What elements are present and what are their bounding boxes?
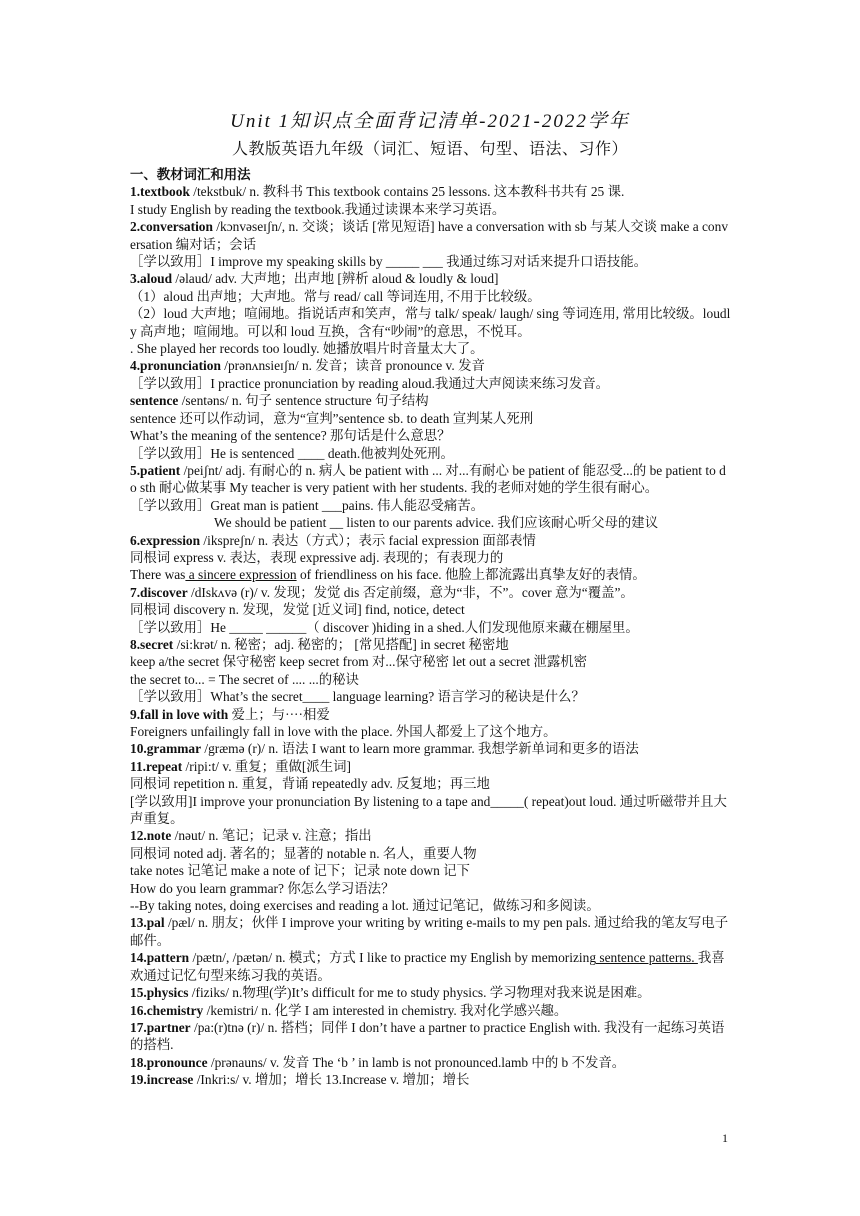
headword: sentence: [130, 393, 179, 409]
entry-grammar: [130, 740, 732, 757]
example-line: How do you learn grammar? 你怎么学习语法？: [130, 880, 395, 896]
entry-text: /prənʌnsieɪʃn/ n. 发音；读音 pronounce v. 发音: [220, 358, 485, 374]
example-line: Foreigners unfailingly fall in love with the place. 外国人都爱上了这个地方。: [130, 724, 557, 739]
entry-partner: [130, 1019, 732, 1054]
note-line: the secret to... = The secret of .... ...的秘诀: [130, 671, 359, 687]
exercise-line: ［学以致用］He is sentenced ____ death.他被判处死刑。: [130, 445, 454, 461]
headword: 17.partner: [130, 1019, 191, 1035]
text-span: There was: [130, 567, 186, 583]
headword: 12.note: [130, 828, 172, 844]
underlined-phrase: sentence patterns.: [596, 950, 698, 966]
headword: 6.expression: [130, 532, 201, 548]
headword: 19.increase: [130, 1072, 194, 1088]
headword: 11.repeat: [130, 758, 183, 774]
note-line: 同根词 express v. 表达，表现 expressive adj. 表现的；有表现力的: [130, 549, 504, 565]
entry-note: [130, 827, 732, 844]
exercise-line: ［学以致用］I improve my speaking skills by _____ ___ 我通过练习对话来提升口语技能。: [130, 254, 648, 270]
entry-expression: [130, 532, 732, 549]
headword: 8.secret: [130, 636, 174, 652]
document-title: Unit 1知识点全面背记清单-2021-2022学年: [230, 111, 630, 132]
entry-text: 我喜欢通过记忆句型来练习我的英语。: [130, 950, 725, 983]
headword: 9.fall in love with: [130, 706, 229, 722]
entry-chemistry: [130, 1002, 732, 1019]
exercise-line: ［学以致用］He _____ ______（ discover )hiding in a shed.人们发现他原来藏在棚屋里。: [130, 619, 639, 635]
headword: 16.chemistry: [130, 1002, 204, 1018]
entry-text: /ripi:t/ v. 重复；重做[派生词]: [182, 758, 351, 774]
example-line: --By taking notes, doing exercises and reading a lot. 通过记笔记，做练习和多阅读。: [130, 898, 600, 914]
entry-text: /peiʃnt/ adj. 有耐心的 n. 病人 be patient with ... 对...有耐心 be patient of 能忍受...的 be patient to do sth 耐心做某事 My teacher is very patient with her students. 我的老师对她的学生很有耐心。: [130, 462, 726, 496]
entry-pronounce: [130, 1054, 732, 1071]
note-line: 同根词 noted adj. 著名的；显著的 notable n. 名人，重要人物: [130, 845, 477, 861]
entry-pattern: [130, 949, 732, 984]
entry-text: /Inkri:s/ v. 增加；增长 13.Increase v. 增加；增长: [193, 1072, 470, 1088]
headword: 7.discover: [130, 584, 188, 600]
note-line: take notes 记笔记 make a note of 记下；记录 note down 记下: [130, 863, 470, 879]
entry-text: /pa:(r)tnə (r)/ n. 搭档；同伴 I don’t have a partner to practice English with. 我没有一起练习英语的搭档.: [130, 1019, 725, 1053]
entry-text: /pætn/, /pætən/ n. 模式；方式 I like to practice my English by memorizing: [189, 950, 597, 966]
example-line: . She played her records too loudly. 她播放唱片时音量太大了。: [130, 341, 484, 357]
headword: 15.physics: [130, 985, 189, 1001]
entry-text: 爱上；与····相爱: [228, 706, 330, 722]
exercise-line: ［学以致用］What’s the secret____ language learning? 语言学习的秘诀是什么？: [130, 689, 585, 705]
underlined-phrase: a sincere expression: [185, 567, 297, 583]
note-line: （2）loud 大声地；喧闹地。指说话声和笑声，常与 talk/ speak/ laugh/ sing 等词连用, 常用比较级。loudly 高声地；喧闹地。可以和 loud 互换，含有“吵闹”的意思，不悦耳。: [130, 306, 731, 339]
example-line: [130, 566, 732, 583]
headword: 14.pattern: [130, 950, 190, 966]
entry-increase: [130, 1071, 732, 1088]
headword: 13.pal: [130, 915, 165, 931]
section-heading: 一、教材词汇和用法: [130, 167, 251, 182]
headword: 4.pronunciation: [130, 358, 221, 374]
headword: 10.grammar: [130, 741, 202, 757]
entry-conversation: [130, 218, 732, 253]
entry-secret: [130, 636, 732, 653]
entry-aloud: [130, 270, 732, 287]
entry-pal: [130, 914, 732, 949]
headword: 1.textbook: [130, 184, 190, 200]
entry-sentence: [130, 392, 732, 409]
entry-patient: [130, 462, 732, 497]
entry-text: /fiziks/ n.物理(学)It’s difficult for me to study physics. 学习物理对我来说是困难。: [188, 985, 651, 1001]
entry-text: /nəut/ n. 笔记；记录 v. 注意；指出: [171, 828, 372, 844]
entry-text: /kɔnvəseɪʃn/, n. 交谈；谈话 [常见短语] have a conversation with sb 与某人交谈 make a conversation 编对话；会话: [130, 219, 729, 252]
headword: 18.pronounce: [130, 1054, 208, 1070]
document-body: [130, 166, 732, 1089]
exercise-line: [学以致用]I improve your pronunciation By listening to a tape and_____( repeat)out loud. 通过听磁带并且大声重复。: [130, 793, 727, 827]
note-line: sentence 还可以作动词，意为“宣判”sentence sb. to death 宣判某人死刑: [130, 410, 534, 426]
entry-repeat: [130, 758, 732, 775]
note-line: keep a/the secret 保守秘密 keep secret from 对...保守秘密 let out a secret 泄露机密: [130, 654, 588, 670]
entry-text: /sentəns/ n. 句子 sentence structure 句子结构: [178, 393, 429, 409]
entry-text: /si:krət/ n. 秘密；adj. 秘密的； [常见搭配] in secret 秘密地: [173, 636, 509, 652]
entry-text: /pæl/ n. 朋友；伙伴 I improve your writing by writing e-mails to my pen pals. 通过给我的笔友写电子邮件。: [130, 915, 729, 948]
note-line: 同根词 repetition n. 重复，背诵 repeatedly adv. 反复地；再三地: [130, 776, 490, 792]
entry-text: /ikspreʃn/ n. 表达（方式）；表示 facial expression 面部表情: [200, 532, 536, 548]
entry-physics: [130, 984, 732, 1001]
example-line: I study English by reading the textbook.我通过读课本来学习英语。: [130, 201, 506, 217]
entry-textbook: [130, 183, 732, 200]
note-line: 同根词 discovery n. 发现，发觉 [近义词] find, notice, detect: [130, 602, 465, 618]
headword: 2.conversation: [130, 219, 213, 235]
headword: 3.aloud: [130, 271, 173, 287]
example-line: What’s the meaning of the sentence? 那句话是什么意思？: [130, 428, 451, 444]
text-span: of friendliness on his face. 他脸上都流露出真挚友好的表情。: [296, 567, 646, 583]
entry-text: /əlaud/ adv. 大声地；出声地 [辨析 aloud & loudly & loud]: [172, 271, 499, 287]
page-number: 1: [722, 1131, 728, 1145]
exercise-line: ［学以致用］Great man is patient ___pains. 伟人能忍受痛苦。: [130, 497, 485, 513]
entry-text: /prənauns/ v. 发音 The ‘b ’ in lamb is not pronounced.lamb 中的 b 不发音。: [207, 1054, 626, 1070]
entry-text: /tekstbuk/ n. 教科书 This textbook contains 25 lessons. 这本教科书共有 25 课.: [189, 184, 625, 200]
document-subtitle: 人教版英语九年级（词汇、短语、句型、语法、习作）: [231, 141, 628, 158]
note-line: （1）aloud 出声地；大声地。常与 read/ call 等词连用, 不用于比较级。: [130, 288, 541, 304]
entry-fall-in-love: [130, 706, 732, 723]
entry-discover: [130, 584, 732, 601]
entry-pronunciation: [130, 357, 732, 374]
exercise-line: ［学以致用］I practice pronunciation by reading aloud.我通过大声阅读来练习发音。: [130, 375, 610, 391]
entry-text: /græmə (r)/ n. 语法 I want to learn more grammar. 我想学新单词和更多的语法: [201, 741, 639, 757]
entry-text: /kemistri/ n. 化学 I am interested in chemistry. 我对化学感兴趣。: [203, 1002, 568, 1018]
headword: 5.patient: [130, 462, 181, 478]
exercise-line: We should be patient __ listen to our parents advice. 我们应该耐心听父母的建议: [214, 515, 659, 531]
entry-text: /dIskʌvə (r)/ v. 发现；发觉 dis 否定前缀，意为“非，不”。cover 意为“覆盖”。: [187, 584, 634, 600]
